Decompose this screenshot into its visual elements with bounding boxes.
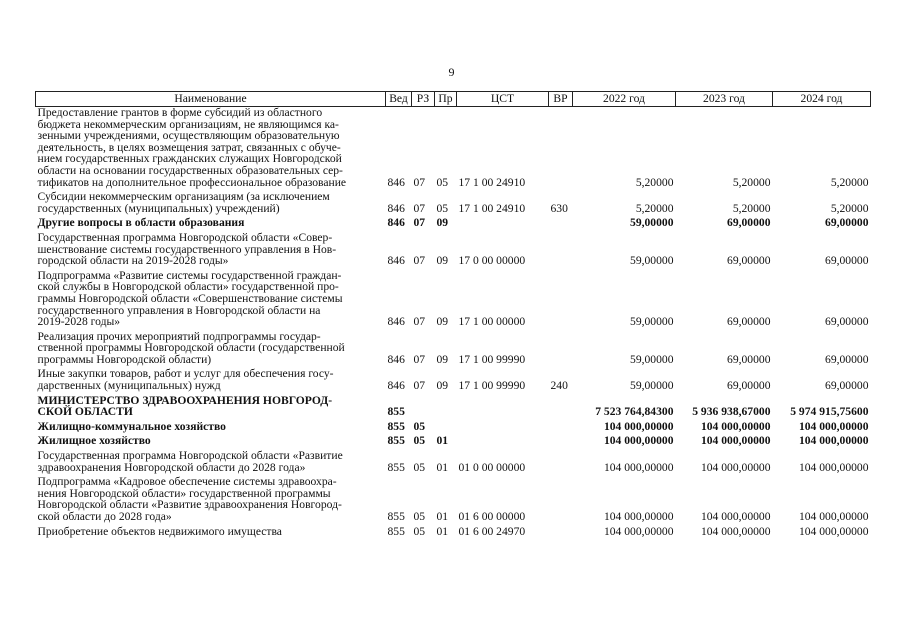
- cell-cst: 17 0 00 00000: [458, 254, 526, 268]
- cell-ved: 846: [387, 254, 405, 268]
- cell-cst: 01 6 00 00000: [458, 510, 526, 523]
- cell-cst: [457, 214, 549, 229]
- cell-2024: 69,00000: [825, 254, 869, 268]
- cell-vr: [549, 432, 573, 447]
- cell-ved: 855: [387, 460, 405, 474]
- cell-name: Приобретение объектов недвижимого имущества: [37, 524, 282, 538]
- cell-name: Предоставление грантов в форме субсидий из областного бюджета некоммерческим организациям, не являющимся ка- зенными учреждениями, осуществляющим образовательную деятельность, в целях возмещения затрат, связанных с обуче- нием государственных гражданских служащих Новгородской области на основании государственных образовательных сер- тификатов на дополнительное профессиональное образование: [37, 106, 347, 189]
- table-row: [36, 418, 871, 433]
- cell-ved: 855: [387, 419, 405, 433]
- cell-2023: 69,00000: [727, 352, 771, 366]
- cell-vr: [549, 328, 573, 366]
- cell-ved: 846: [387, 175, 405, 189]
- cell-2024: 5,20000: [830, 201, 869, 215]
- cell-ved: 855: [387, 524, 405, 538]
- cell-cst: 17 1 00 24910: [458, 201, 526, 215]
- header-rz: РЗ: [412, 92, 435, 107]
- cell-pr: 09: [436, 216, 449, 230]
- cell-pr: [435, 418, 457, 433]
- cell-2023: 69,00000: [727, 315, 771, 329]
- cell-2022: 7 523 764,84300: [595, 405, 674, 419]
- cell-2023: 69,00000: [727, 216, 771, 230]
- cell-name: Государственная программа Новгородской области «Совер- шенствование системы государственного управления в Нов- городской области на 2019-2028 годы»: [37, 230, 337, 268]
- cell-2024: 104 000,00000: [798, 524, 869, 538]
- cell-2022: 5,20000: [635, 201, 674, 215]
- header-cst: ЦСТ: [457, 92, 549, 107]
- header-2024: 2024 год: [773, 92, 871, 107]
- cell-2022: 104 000,00000: [603, 524, 674, 538]
- cell-2022: 59,00000: [630, 254, 674, 268]
- cell-name: Государственная программа Новгородской области «Развитие здравоохранения Новгородской области до 2028 года»: [37, 449, 343, 474]
- cell-2022: 104 000,00000: [603, 434, 674, 448]
- cell-name: Реализация прочих мероприятий подпрограммы государ- ственной программы Новгородской области (государственной программы Новгородской области): [37, 329, 345, 366]
- cell-name: Иные закупки товаров, работ и услуг для обеспечения госу- дарственных (муниципальных) нужд: [37, 367, 334, 393]
- table-row: [36, 447, 871, 473]
- table-row: [36, 214, 871, 229]
- cell-2024: 104 000,00000: [798, 434, 869, 448]
- cell-2024: 5 974 915,75600: [790, 405, 869, 419]
- page-number: 9: [448, 65, 455, 79]
- cell-pr: 09: [436, 379, 449, 393]
- cell-name: Подпрограмма «Кадровое обеспечение системы здравоохра- нения Новгородской области» государственной программы Новгородской области «Развитие здравоохранения Новгород- ской области до 2028 года»: [37, 475, 342, 523]
- cell-2023: 69,00000: [727, 379, 771, 393]
- cell-rz: 07: [413, 254, 426, 268]
- cell-2022: 104 000,00000: [603, 419, 674, 433]
- cell-pr: 01: [436, 510, 449, 523]
- cell-rz: 07: [413, 352, 426, 366]
- cell-2022: 5,20000: [635, 175, 674, 189]
- cell-rz: 07: [413, 175, 426, 189]
- header-ved: Вед: [386, 92, 412, 107]
- cell-2023: 104 000,00000: [700, 434, 771, 448]
- cell-2024: 69,00000: [825, 352, 869, 366]
- cell-2024: 104 000,00000: [798, 419, 869, 433]
- table-row: [36, 365, 871, 391]
- cell-rz: 05: [413, 460, 426, 474]
- cell-ved: 855: [387, 510, 405, 523]
- cell-2023: 69,00000: [727, 254, 771, 268]
- header-row: [36, 92, 871, 107]
- cell-pr: 05: [436, 201, 449, 215]
- cell-cst: 01 6 00 24970: [458, 524, 526, 538]
- cell-2023: 104 000,00000: [700, 419, 771, 433]
- cell-rz: 07: [413, 315, 426, 329]
- cell-rz: [412, 392, 435, 418]
- cell-2022: 59,00000: [630, 379, 674, 393]
- table-row: [36, 392, 871, 418]
- cell-pr: 09: [436, 315, 449, 329]
- cell-2024: 69,00000: [825, 216, 869, 230]
- cell-pr: 01: [436, 434, 449, 448]
- cell-vr: 630: [550, 201, 568, 215]
- cell-vr: 240: [550, 379, 568, 393]
- table-row: [36, 432, 871, 447]
- cell-ved: 855: [387, 434, 405, 448]
- cell-2023: 104 000,00000: [700, 524, 771, 538]
- cell-2024: 104 000,00000: [798, 460, 869, 474]
- cell-name: Другие вопросы в области образования: [37, 216, 245, 230]
- cell-rz: 05: [413, 419, 426, 433]
- cell-cst: 17 1 00 99990: [458, 379, 526, 393]
- cell-2024: 104 000,00000: [798, 510, 869, 523]
- header-name: Наименование: [36, 92, 386, 107]
- cell-pr: 09: [436, 254, 449, 268]
- table-row: [36, 473, 871, 522]
- cell-ved: 846: [387, 352, 405, 366]
- cell-vr: [549, 447, 573, 473]
- cell-rz: 05: [413, 510, 426, 523]
- cell-2024: 69,00000: [825, 379, 869, 393]
- cell-pr: 05: [436, 175, 449, 189]
- cell-cst: [457, 392, 549, 418]
- cell-2022: 104 000,00000: [603, 510, 674, 523]
- table-row: [36, 229, 871, 267]
- table-row: [36, 328, 871, 366]
- cell-vr: [549, 523, 573, 538]
- cell-pr: [435, 392, 457, 418]
- cell-2022: 59,00000: [630, 352, 674, 366]
- cell-name: МИНИСТЕРСТВО ЗДРАВООХРАНЕНИЯ НОВГОРОД- СКОЙ ОБЛАСТИ: [37, 393, 333, 419]
- cell-ved: 846: [387, 201, 405, 215]
- table-row: [36, 523, 871, 538]
- cell-cst: [457, 418, 549, 433]
- cell-2023: 104 000,00000: [700, 460, 771, 474]
- cell-vr: [549, 267, 573, 328]
- table-row: [36, 188, 871, 214]
- cell-cst: 17 1 00 24910: [458, 175, 526, 189]
- cell-ved: 846: [387, 315, 405, 329]
- cell-name: Жилищное хозяйство: [37, 434, 151, 448]
- cell-2022: 59,00000: [630, 315, 674, 329]
- cell-ved: 846: [387, 216, 405, 230]
- table-body: [36, 107, 871, 538]
- cell-2023: 5,20000: [732, 175, 771, 189]
- cell-rz: 07: [413, 379, 426, 393]
- cell-vr: [549, 214, 573, 229]
- cell-2022: 104 000,00000: [603, 460, 674, 474]
- cell-pr: 01: [436, 460, 449, 474]
- cell-vr: [549, 392, 573, 418]
- header-2022: 2022 год: [573, 92, 676, 107]
- budget-table: [35, 91, 871, 537]
- header-vr: ВР: [549, 92, 573, 107]
- cell-cst: [457, 432, 549, 447]
- cell-vr: [549, 107, 573, 189]
- cell-cst: 17 1 00 00000: [458, 315, 526, 329]
- table-row: [36, 107, 871, 189]
- header-2023: 2023 год: [676, 92, 773, 107]
- cell-name: Жилищно-коммунальное хозяйство: [37, 419, 226, 433]
- cell-pr: 01: [436, 524, 449, 538]
- table-row: [36, 267, 871, 328]
- cell-cst: 17 1 00 99990: [458, 352, 526, 366]
- header-pr: Пр: [435, 92, 457, 107]
- cell-pr: 09: [436, 352, 449, 366]
- cell-2024: 69,00000: [825, 315, 869, 329]
- cell-2023: 5,20000: [732, 201, 771, 215]
- cell-rz: 07: [413, 201, 426, 215]
- cell-rz: 05: [413, 524, 426, 538]
- cell-name: Подпрограмма «Развитие системы государственной граждан- ской службы в Новгородской области» государственной про- граммы Новгородской области «Совершенствование системы государственного управления в Новгородской области на 2019-2028 годы»: [37, 268, 343, 329]
- cell-2022: 59,00000: [630, 216, 674, 230]
- table-header: [36, 92, 871, 107]
- cell-ved: 846: [387, 379, 405, 393]
- cell-vr: [549, 229, 573, 267]
- cell-2024: 5,20000: [830, 175, 869, 189]
- cell-ved: 855: [387, 405, 405, 419]
- cell-2023: 5 936 938,67000: [692, 405, 771, 419]
- cell-name: Субсидии некоммерческим организациям (за исключением государственных (муниципальных) учреждений): [37, 190, 330, 215]
- cell-rz: 05: [413, 434, 426, 448]
- cell-rz: 07: [413, 216, 426, 230]
- cell-vr: [549, 473, 573, 522]
- cell-2023: 104 000,00000: [700, 510, 771, 523]
- cell-cst: 01 0 00 00000: [458, 460, 526, 474]
- cell-vr: [549, 418, 573, 433]
